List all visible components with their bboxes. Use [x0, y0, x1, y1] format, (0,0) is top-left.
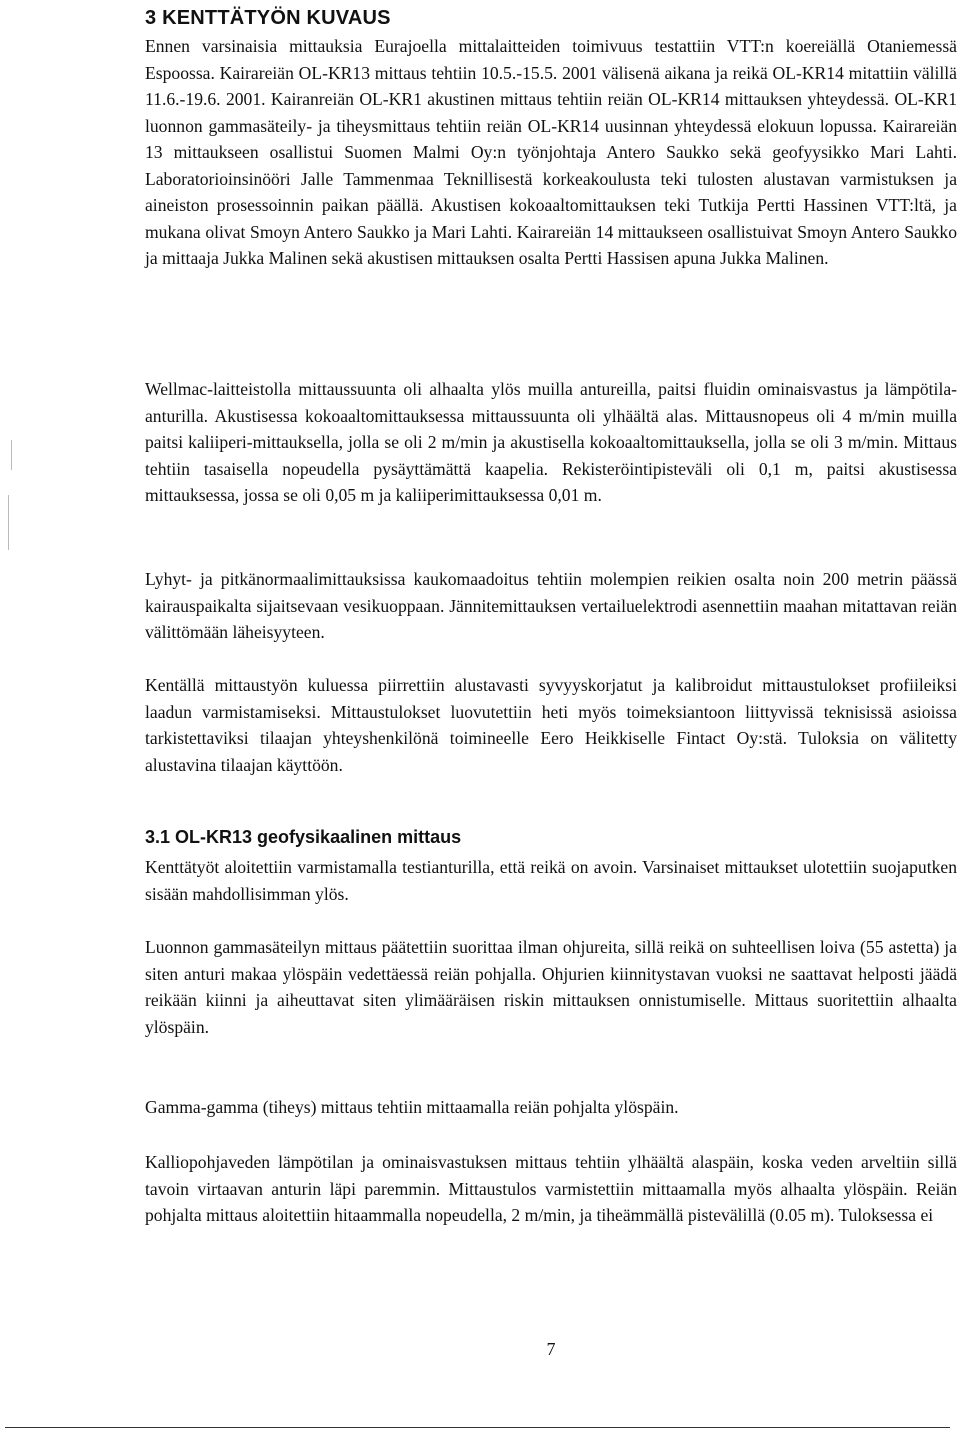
paragraph-fieldwork-schedule: Ennen varsinaisia mittauksia Eurajoella mittalaitteiden toimivuus testattiin VTT:n koereiällä Otaniemessä Espoossa. Kairareiän OL-KR13 mittaus tehtiin 10.5.-15.5. 2001 välisenä aikana ja reikä OL-KR14 mitattiin välillä 11.6.-19.6. 2001. Kairanreiän OL-KR1 akustinen mittaus tehtiin reiän OL-KR14 mittauksen yhteydessä. OL-KR1 luonnon gammasäteily- ja tiheysmittaus tehtiin reiän OL-KR14 uusinnan yhteydessä elokuun lopussa. Kairareiän 13 mittaukseen osallistui Suomen Malmi Oy:n työnjohtaja Antero Saukko sekä geofyysikko Mari Lahti. Laboratorioinsinööri Jalle Tammenmaa Teknillisestä korkeakoulusta teki tulosten alustavan varmistuksen ja aineiston prosessoinnin paikan päällä. Akustisen kokoaaltomittauksen teki Tutkija Pertti Hassinen VTT:ltä, ja mukana olivat Smoyn Antero Saukko ja Mari Lahti. Kairareiän 14 mittaukseen osallistuivat Smoyn Antero Saukko ja mittaaja Jukka Malinen sekä akustisen mittauksen osalta Pertti Hassisen apuna Jukka Malinen.: [145, 36, 957, 268]
footer-rule: [5, 1427, 950, 1428]
margin-mark-lower: [8, 495, 9, 550]
paragraph-grounding: Lyhyt- ja pitkänormaalimittauksissa kaukomaadoitus tehtiin molempien reikien osalta noin 200 metrin päässä kairauspaikalta sijaitsevaan vesikuoppaan. Jännitemittauksen vertailuelektrodi asennettiin maahan mitattavan reiän välittömään läheisyyteen.: [145, 569, 957, 642]
section-heading: 3 KENTTÄTYÖN KUVAUS: [145, 7, 391, 29]
page-number: 7: [546, 1339, 556, 1359]
margin-mark-upper: [11, 440, 12, 470]
paragraph-fieldwork-start: Kenttätyöt aloitettiin varmistamalla testianturilla, että reikä on avoin. Varsinaiset mittaukset ulotettiin suojaputken sisään mahdollisimman ylös.: [145, 857, 957, 904]
subsection-heading: 3.1 OL-KR13 geofysikaalinen mittaus: [145, 827, 462, 847]
paragraph-groundwater-temperature: Kalliopohjaveden lämpötilan ja ominaisvastuksen mittaus tehtiin ylhäältä alaspäin, koska veden arveltiin sillä tavoin virtaavan anturin läpi paremmin. Mittaustulos varmistettiin mittaamalla myös alhaalta ylöspäin. Reiän pohjalta mittaus aloitettiin hitaammalla nopeudella, 2 m/min, ja tiheämmällä pistevälillä (0.05 m). Tuloksessa ei: [145, 1152, 957, 1225]
paragraph-results-delivery: Kentällä mittaustyön kuluessa piirrettiin alustavasti syvyyskorjatut ja kalibroidut mittaustulokset profiileiksi laadun varmistamiseksi. Mittaustulokset luovutettiin heti myös toimeksiantoon liittyvissä teknisissä asioissa tarkistettaviksi tilaajan yhteyshenkilönä toimineelle Eero Heikkiselle Fintact Oy:stä. Tuloksia on välitetty alustavina tilaajan käyttöön.: [145, 675, 957, 775]
paragraph-gamma-radiation: Luonnon gammasäteilyn mittaus päätettiin suorittaa ilman ohjureita, sillä reikä on suhteellisen loiva (55 astetta) ja siten anturi makaa ylöspäin vedettäessä reiän pohjalla. Ohjurien kiinnitystavan vuoksi ne saattavat helposti jäädä reikään kiinni ja aiheuttavat siten ylimääräisen riskin mittauksen onnistumiselle. Mittaus suoritettiin alhaalta ylöspäin.: [145, 937, 957, 1037]
paragraph-measurement-direction: Wellmac-laitteistolla mittaussuunta oli alhaalta ylös muilla antureilla, paitsi fluidin ominaisvastus ja lämpötila-anturilla. Akustisessa kokoaaltomittauksessa mittaussuunta oli ylhäältä alas. Mittausnopeus oli 4 m/min muilla paitsi kaliiperi-mittauksella, jolla se oli 2 m/min ja akustisella kokoaaltomittauksella, jolla se oli 3 m/min. Mittaus tehtiin tasaisella nopeudella pysäyttämättä kaapelia. Rekisteröintipisteväli oli 0,1 m, paitsi akustisessa mittauksessa, jossa se oli 0,05 m ja kaliiperimittauksessa 0,01 m.: [145, 379, 957, 505]
paragraph-gamma-gamma: Gamma-gamma (tiheys) mittaus tehtiin mittaamalla reiän pohjalta ylöspäin.: [145, 1097, 679, 1117]
